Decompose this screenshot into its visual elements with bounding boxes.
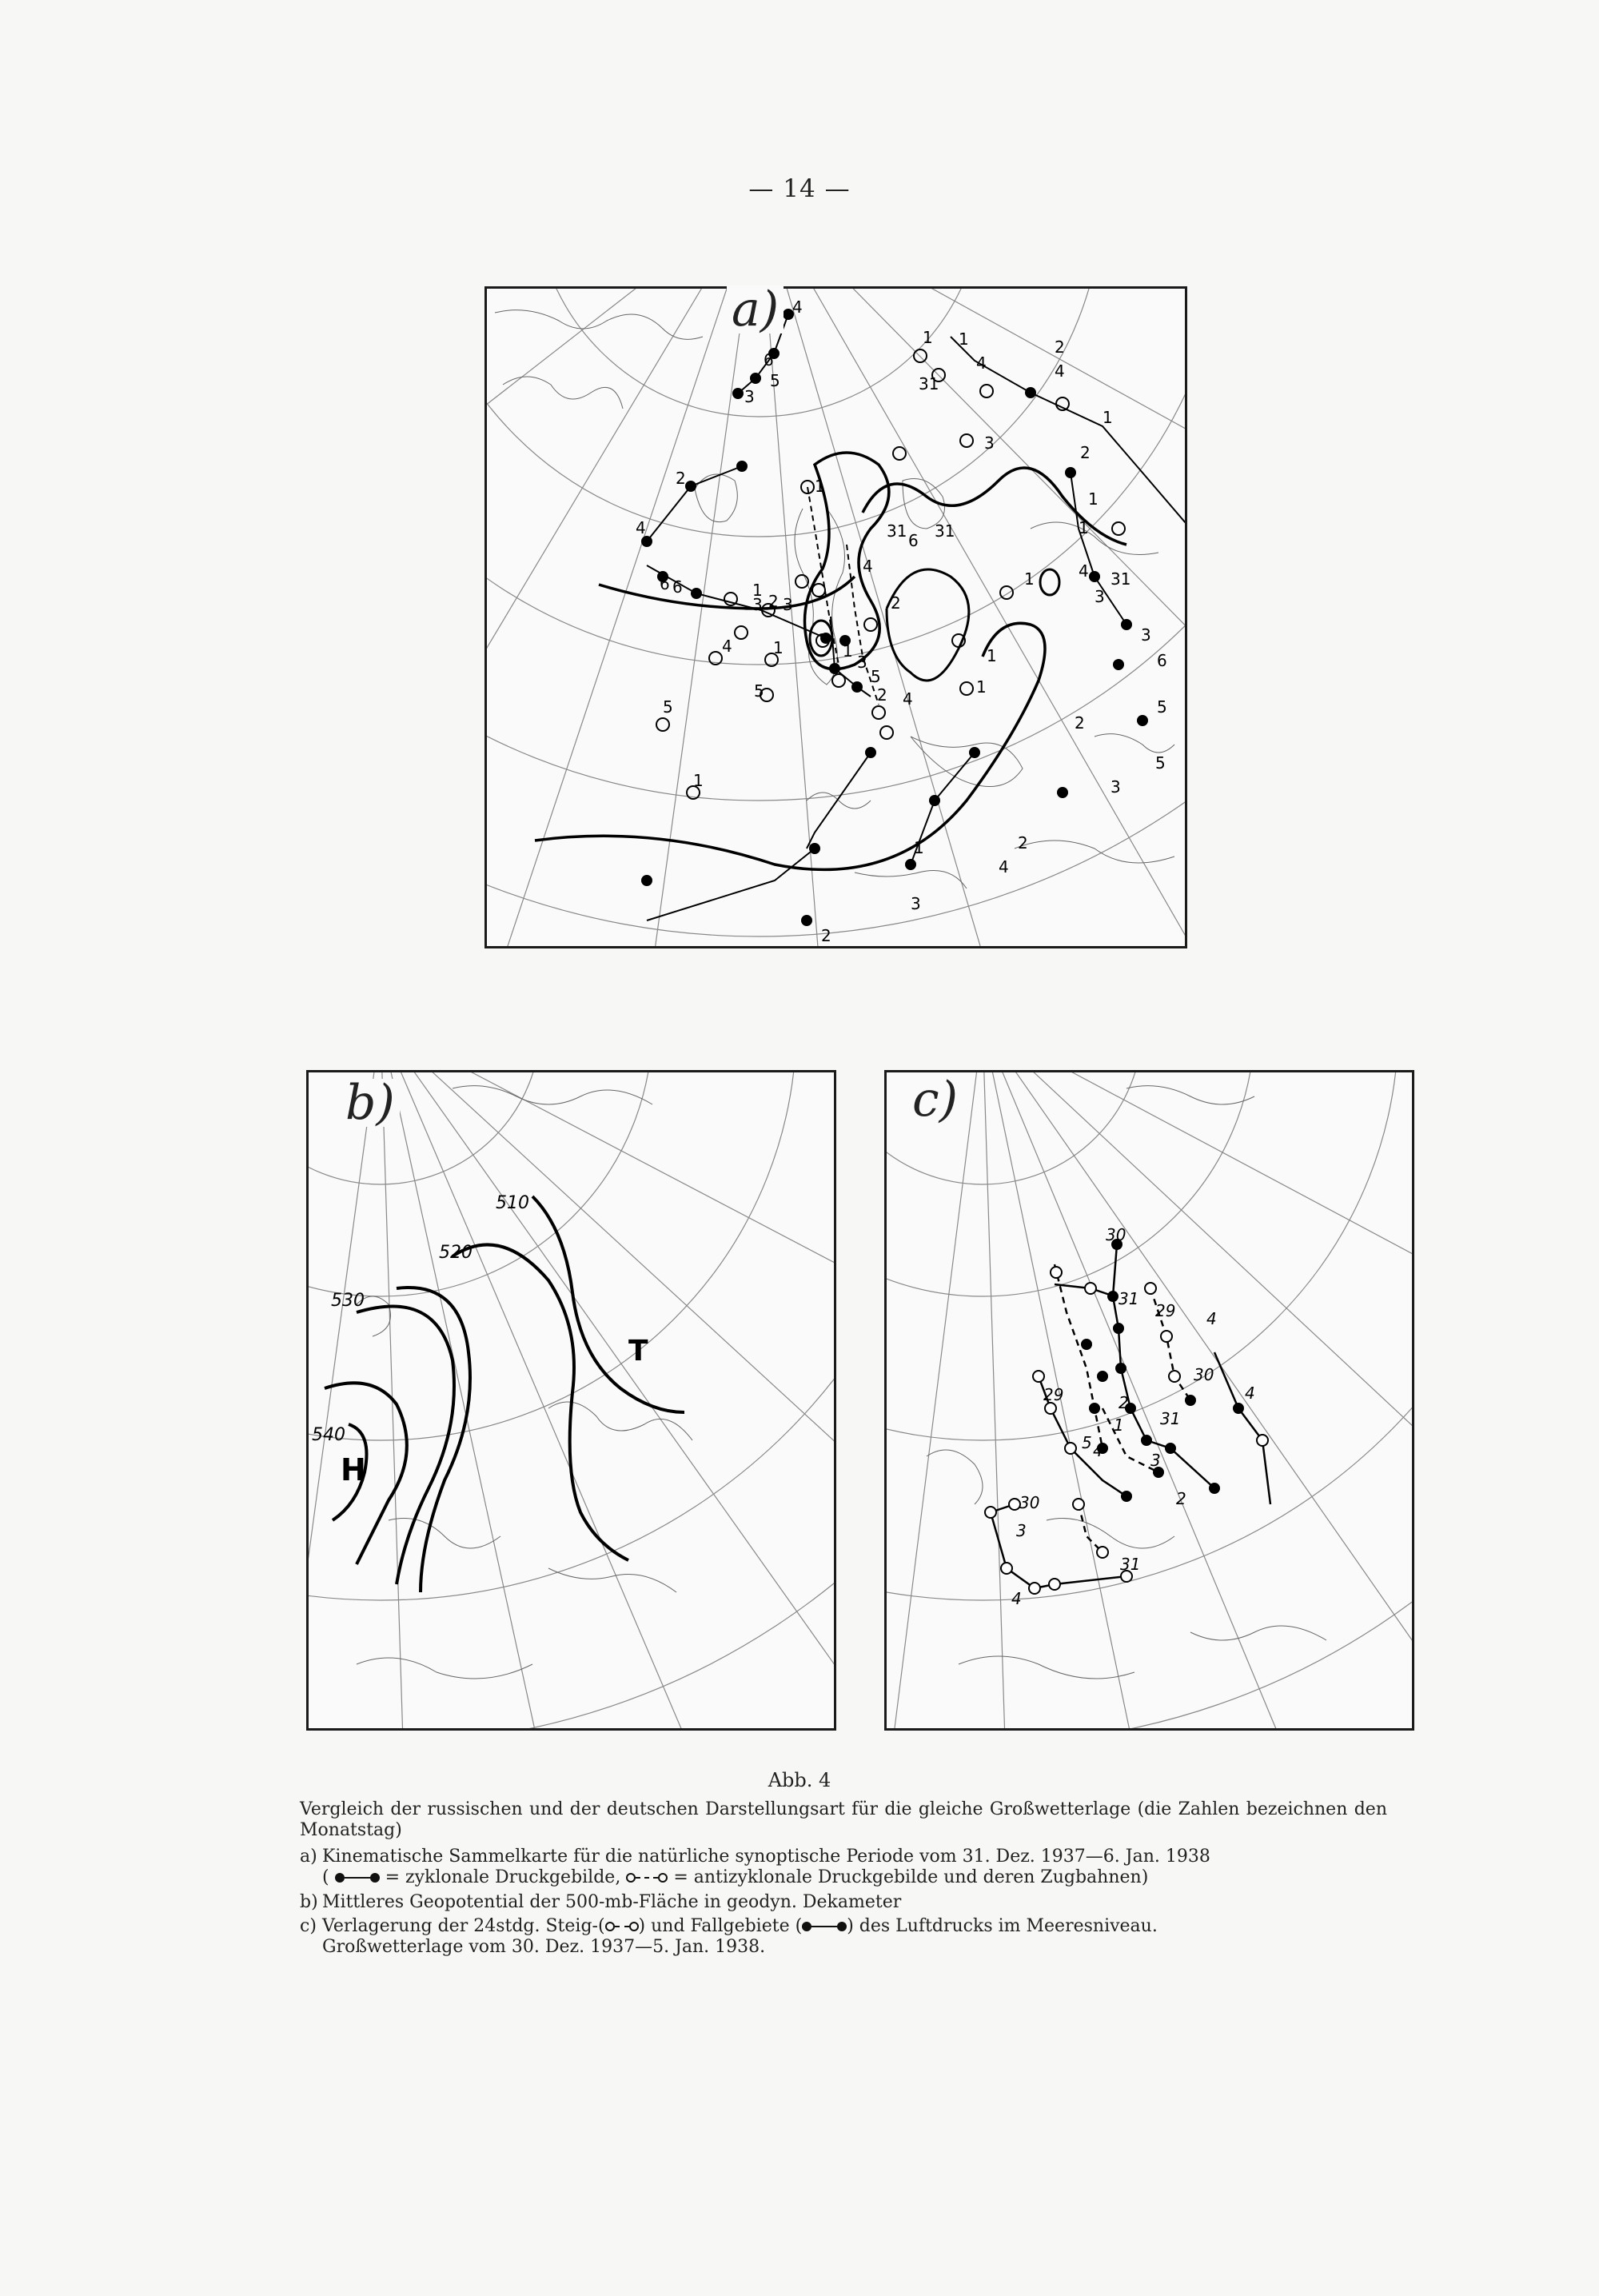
caption-item-b xyxy=(300,1892,1387,1913)
label-a-36: 2 xyxy=(1080,443,1091,462)
label-a-26: 3 xyxy=(857,653,867,672)
contour-510 xyxy=(532,1196,684,1412)
legend-fall-symbol xyxy=(802,1922,847,1931)
caption-intro: Vergleich der russischen und der deutschen Darstellungsart für die gleiche Großwetterlage (die Zahlen bezeichnen den Monatstag) xyxy=(300,1799,1387,1841)
label-a-18: 3 xyxy=(783,595,793,614)
coastlines-c xyxy=(927,1086,1326,1679)
label-a-28: 1 xyxy=(987,646,997,665)
label-c-2: 29 xyxy=(1155,1301,1176,1320)
frontal-line-4 xyxy=(887,569,969,681)
high-pressure-label: H xyxy=(341,1452,366,1487)
figure-b-map xyxy=(306,1070,836,1731)
label-c-15: 3 xyxy=(1016,1521,1027,1540)
label-c-16: 4 xyxy=(1011,1589,1022,1608)
label-a-9: 4 xyxy=(792,297,803,317)
label-c-11: 4 xyxy=(1093,1441,1103,1460)
contour-labels-b xyxy=(312,1193,529,1445)
caption-body-a xyxy=(322,1847,1387,1889)
points-a xyxy=(641,309,1148,926)
label-a-17: 2 xyxy=(768,592,779,611)
graticule-c xyxy=(887,1072,1412,1728)
label-a-10: 6 xyxy=(764,350,774,369)
label-a-29: 2 xyxy=(877,685,887,705)
label-a-34: 31 xyxy=(1111,569,1131,589)
caption-c-text4: Großwetterlage vom 30. Dez. 1937—5. Jan. 1938. xyxy=(322,1937,766,1958)
label-a-49: 3 xyxy=(911,894,921,913)
label-a-52: 31 xyxy=(935,521,955,541)
label-a-6: 3 xyxy=(744,387,755,406)
label-a-33: 4 xyxy=(1079,561,1089,581)
label-a-3: 6 xyxy=(660,574,670,593)
label-a-25: 4 xyxy=(903,689,913,709)
label-a-40: 3 xyxy=(1141,625,1151,645)
contour-520a xyxy=(453,1244,628,1560)
label-a-1: 1 xyxy=(1103,408,1113,427)
label-a-4: 31 xyxy=(919,374,939,393)
label-a-48: 4 xyxy=(999,857,1009,876)
label-a-12: 3 xyxy=(752,595,763,614)
label-a-46: 1 xyxy=(914,838,924,857)
figure-caption xyxy=(300,1799,1387,1962)
label-a-45: 5 xyxy=(1155,753,1166,773)
legend-cyclonic-symbol xyxy=(335,1873,380,1883)
label-a-0: 4 xyxy=(636,518,646,537)
label-a-42: 5 xyxy=(1157,697,1167,717)
label-c-13: 2 xyxy=(1176,1489,1186,1508)
legend-rise-symbol xyxy=(605,1922,639,1931)
label-a-53: 4 xyxy=(1055,361,1065,381)
label-a-38: 1 xyxy=(959,329,969,349)
label-a-14: 31 xyxy=(887,521,907,541)
label-a-19: 2 xyxy=(891,593,901,613)
label-a-11: 6 xyxy=(672,577,683,597)
label-a-31: 1 xyxy=(976,677,987,697)
label-a-24: 5 xyxy=(663,697,673,717)
contour-label-520: 520 xyxy=(439,1243,473,1263)
label-a-43: 3 xyxy=(1111,777,1121,797)
caption-a-text3: = antizyklonale Druckgebilde und deren Zugbahnen) xyxy=(673,1867,1149,1888)
label-c-17: 31 xyxy=(1120,1555,1141,1574)
label-a-51: 1 xyxy=(1079,518,1089,537)
label-a-54: 2 xyxy=(1055,337,1065,357)
figure-c-svg xyxy=(887,1072,1412,1728)
low-pressure-label: T xyxy=(628,1335,648,1368)
figure-b-label: b) xyxy=(341,1079,400,1127)
label-a-27: 1 xyxy=(843,641,853,661)
label-a-20: 4 xyxy=(863,557,873,576)
label-c-5: 4 xyxy=(1245,1384,1255,1403)
label-c-0: 30 xyxy=(1106,1225,1126,1244)
caption-a-text1: Kinematische Sammelkarte für die natürliche synoptische Periode vom 31. Dez. 1937—6. Jan. 1938 xyxy=(322,1846,1210,1867)
label-a-2: 1 xyxy=(923,328,933,347)
caption-b-text: Mittleres Geopotential der 500-mb-Fläche in geodyn. Dekameter xyxy=(322,1891,902,1912)
label-c-4: 30 xyxy=(1194,1365,1214,1384)
caption-item-a xyxy=(300,1847,1387,1889)
caption-item-c xyxy=(300,1916,1387,1959)
frontal-line-3 xyxy=(535,623,1045,869)
figure-b-svg xyxy=(309,1072,834,1728)
label-a-30: 5 xyxy=(871,667,881,686)
label-c-3: 4 xyxy=(1206,1309,1217,1328)
contour-label-530: 530 xyxy=(331,1291,365,1311)
figure-c-label: c) xyxy=(907,1076,963,1124)
coastlines-a xyxy=(495,310,1174,888)
caption-letter-c: c) xyxy=(300,1915,317,1936)
label-a-50: 2 xyxy=(821,926,831,945)
figure-a-map xyxy=(484,282,1187,948)
caption-letter-b: b) xyxy=(300,1891,318,1912)
label-a-47: 2 xyxy=(1018,833,1028,853)
label-a-37: 3 xyxy=(1095,587,1105,606)
label-c-8: 1 xyxy=(1114,1416,1124,1435)
contour-label-540: 540 xyxy=(312,1425,345,1445)
label-a-8: 1 xyxy=(815,477,825,496)
legend-anticyclonic-symbol xyxy=(626,1873,668,1883)
figure-a-svg xyxy=(487,289,1185,946)
label-a-55: 3 xyxy=(984,433,995,453)
label-a-32: 1 xyxy=(1024,569,1035,589)
label-a-23: 1 xyxy=(693,771,704,790)
label-c-6: 29 xyxy=(1043,1385,1064,1404)
caption-a-paren: ( xyxy=(322,1867,329,1888)
figure-caption-title: Abb. 4 xyxy=(768,1769,831,1791)
caption-body-c xyxy=(322,1916,1387,1959)
label-c-12: 3 xyxy=(1150,1451,1161,1470)
caption-c-text1: Verlagerung der 24stdg. Steig-( xyxy=(322,1915,605,1936)
label-a-5: 5 xyxy=(770,371,780,390)
caption-a-text2: = zyklonale Druckgebilde, xyxy=(385,1867,621,1888)
label-c-9: 31 xyxy=(1160,1409,1181,1428)
label-a-41: 6 xyxy=(1157,651,1167,670)
figure-a-label: a) xyxy=(727,286,784,333)
caption-c-text3: ) des Luftdrucks im Meeresniveau. xyxy=(847,1915,1158,1936)
label-c-14: 30 xyxy=(1019,1493,1040,1512)
label-a-15: 6 xyxy=(908,531,919,550)
low-ring-b xyxy=(1040,569,1059,595)
caption-letter-a: a) xyxy=(300,1846,317,1867)
label-a-35: 1 xyxy=(1088,489,1099,509)
point-labels-c xyxy=(1011,1225,1255,1608)
graticule-a xyxy=(487,289,1185,946)
contour-label-510: 510 xyxy=(496,1193,529,1213)
caption-c-text2: ) und Fallgebiete ( xyxy=(638,1915,803,1936)
label-a-39: 4 xyxy=(976,353,987,373)
label-a-44: 2 xyxy=(1075,713,1085,733)
label-a-13: 1 xyxy=(773,638,784,657)
page-number: — 14 — xyxy=(748,174,851,203)
label-a-22: 5 xyxy=(754,681,764,701)
label-c-10: 5 xyxy=(1082,1433,1092,1452)
label-a-7: 2 xyxy=(676,469,686,488)
tracks-a xyxy=(647,314,1185,920)
label-a-21: 4 xyxy=(722,637,732,656)
figure-c-map xyxy=(884,1070,1414,1731)
label-c-1: 31 xyxy=(1119,1289,1139,1308)
label-c-7: 2 xyxy=(1119,1393,1129,1412)
coastlines-b xyxy=(357,1086,692,1679)
label-a-16: 1 xyxy=(752,581,763,600)
